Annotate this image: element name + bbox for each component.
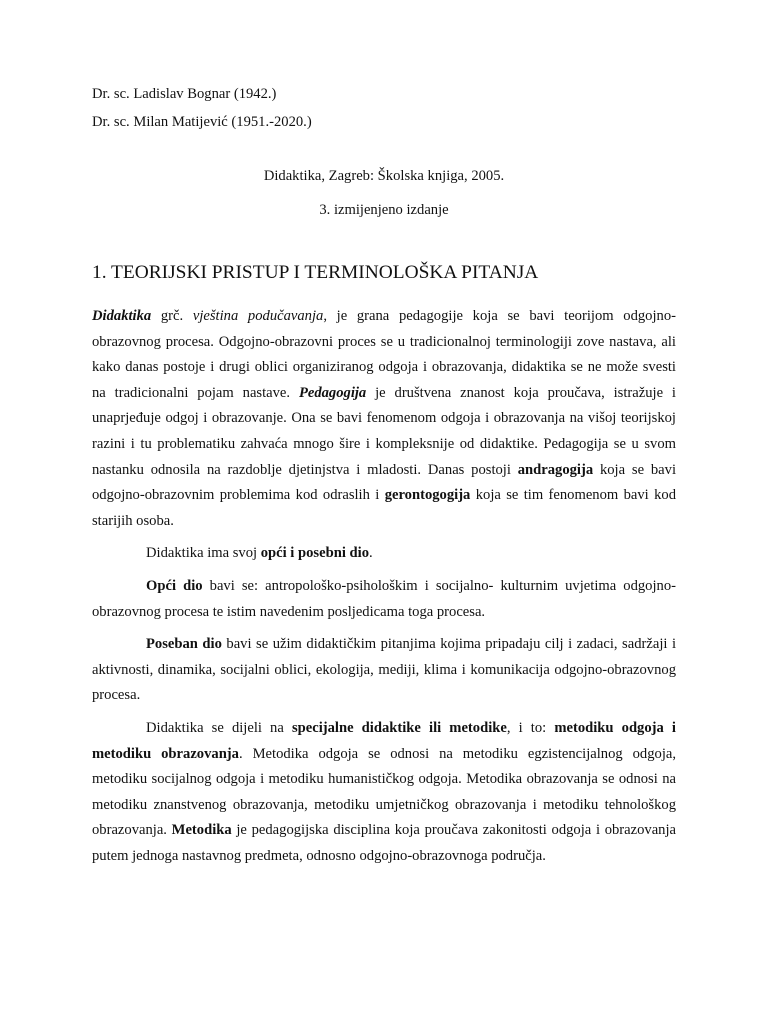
term-special-didactics: specijalne didaktike ili metodike [291, 719, 507, 736]
term-parts: opći i posebni dio [260, 545, 369, 562]
term-vjestina: vještina podučavanja [192, 308, 324, 324]
body-text [92, 304, 676, 869]
paragraph-definition: Didaktika grč. vještina podučavanja, je grana pedagogije koja se bavi teorijom odgojno-obrazovnog procesa. Odgojno-obrazovni proces se u tradicionalnoj terminologiji zove nastava, ali kako danas postoje i drugi oblici organiziranog odgoja i obrazovanja, didaktika se ne može svesti na tradicionalni pojam nastave. Pedagogija je društvena znanost koja proučava, istražuje i unaprjeđuje odgoj i obrazovanje. Ona se bavi fenomenom odgoja i obrazovanja na višoj teorijskoj razini i tu problematiku zahvaća mnogo šire i kompleksnije od didaktike. Pedagogija se u svom nastanku odnosila na razdoblje djetinjstva i mladosti. Danas postoji andragogija koja se bavi odgojno-obrazovnim problemima kod odraslih i gerontogogija koja se tim fenomenom bavi kod starijih osoba. [92, 308, 677, 529]
term-general-part: Opći dio [146, 577, 203, 594]
term-pedagogija: Pedagogija [298, 384, 367, 401]
book-edition: 3. izmijenjeno izdanje [319, 202, 449, 218]
term-andragogija: andragogija [517, 461, 594, 478]
book-citation: Didaktika, Zagreb: Školska knjiga, 2005. [263, 168, 505, 184]
paragraph-parts: Didaktika ima svoj opći i posebni dio. [146, 545, 373, 562]
term-methodology-types: metodiku odgoja i metodiku obrazovanja [92, 719, 676, 762]
paragraph-general-part: Opći dio bavi se: antropološko-psihološkim i socijalno- kulturnim uvjetima odgojno-obrazovnog procesa te istim navedenim posljedicama toga procesa. [92, 577, 676, 620]
chapter-title: 1. TEORIJSKI PRISTUP I TERMINOLOŠKA PITANJA [92, 262, 539, 283]
term-gerontogogija: gerontogogija [384, 487, 471, 504]
term-special-part: Poseban dio [146, 636, 222, 653]
term-metodika: Metodika [171, 822, 232, 839]
author-line: Dr. sc. Ladislav Bognar (1942.) [92, 86, 277, 102]
term-didaktika: Didaktika [92, 308, 152, 324]
paragraph-methodology: Didaktika se dijeli na specijalne didaktike ili metodike, i to: metodiku odgoja i metodiku obrazovanja. Metodika odgoja se odnosi na metodiku egzistencijalnog odgoja, metodiku socijalnog odgoja i metodiku humanističkog odgoja. Metodika obrazovanja se odnosi na metodiku znanstvenog obrazovanja, metodiku umjetničkog obrazovanja i metodiku tehnološkog obrazovanja. Metodika je pedagogijska disciplina koja proučava zakonitosti odgoja i obrazovanja putem jednoga nastavnog predmeta, odnosno odgojno-obrazovnoga područja. [92, 719, 677, 864]
author-line: Dr. sc. Milan Matijević (1951.-2020.) [92, 114, 312, 130]
paragraph-special-part: Poseban dio bavi se užim didaktičkim pitanjima kojima pripadaju cilj i zadaci, sadržaji i aktivnosti, dinamika, socijalni oblici, ekologija, mediji, klima i komunikacija odgojno-obrazovnog procesa. [92, 636, 677, 704]
